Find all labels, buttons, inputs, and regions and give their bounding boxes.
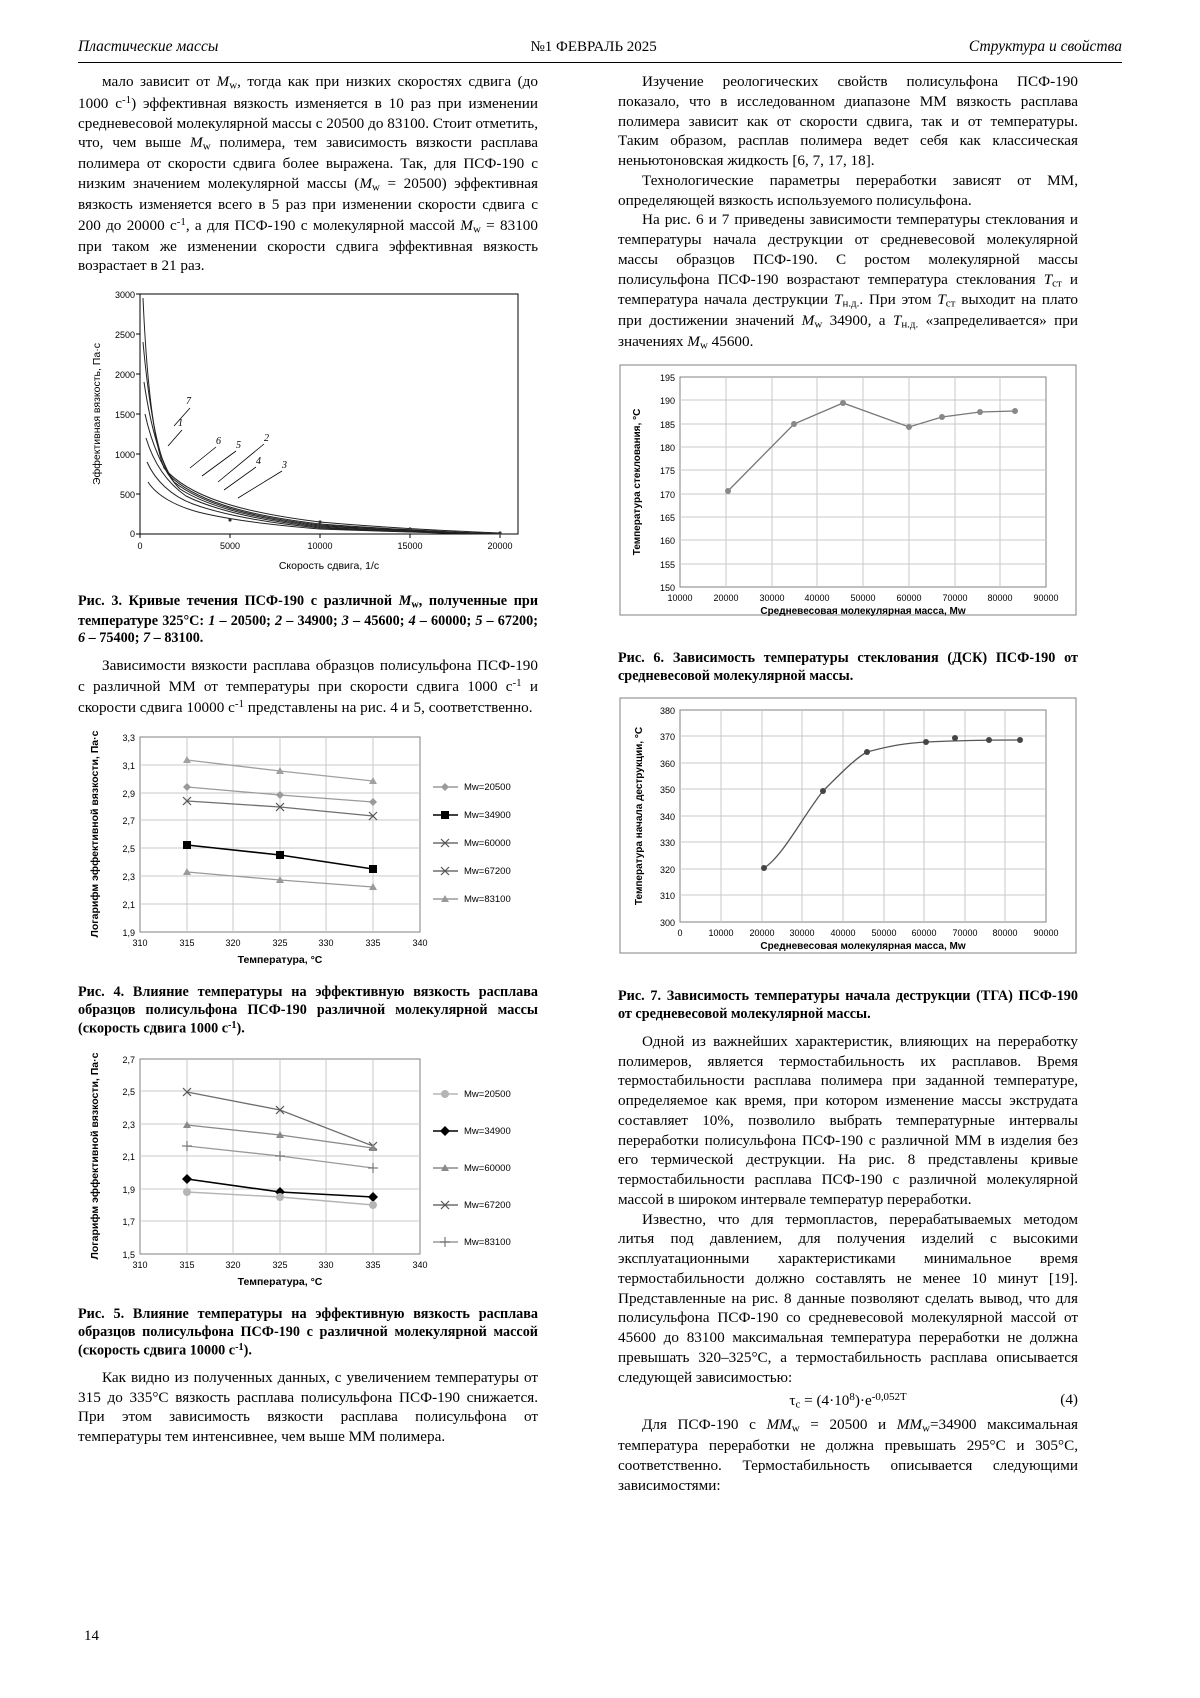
svg-text:Температура стеклования, °C: Температура стеклования, °C <box>632 409 643 556</box>
svg-text:20000: 20000 <box>487 541 513 552</box>
svg-text:Логарифм эффективной вязкости,: Логарифм эффективной вязкости, Па·с <box>89 1052 101 1260</box>
svg-text:315: 315 <box>179 938 195 949</box>
svg-text:2,9: 2,9 <box>122 789 135 800</box>
legend-label: Mw=20500 <box>464 782 511 794</box>
svg-text:160: 160 <box>659 536 675 547</box>
svg-text:1,9: 1,9 <box>122 928 135 939</box>
svg-text:3000: 3000 <box>114 290 135 301</box>
svg-text:Температура, °C: Температура, °C <box>237 954 323 967</box>
svg-text:325: 325 <box>272 1259 288 1270</box>
svg-text:150: 150 <box>659 583 675 594</box>
svg-text:3: 3 <box>282 460 287 472</box>
svg-text:1,7: 1,7 <box>122 1216 135 1227</box>
svg-text:2,5: 2,5 <box>122 1086 135 1097</box>
svg-text:195: 195 <box>659 373 675 384</box>
figure-7-chart <box>618 696 1078 981</box>
svg-text:70000: 70000 <box>952 928 978 939</box>
paragraph-r4: Одной из важнейших характеристик, влияющих на переработку полимеров, является термостабильность их расплавов. Время термостабильности расплава полимера при заданной температуре, определяемое как время, при котором изменение массы экструдата составляет 10%, позволило выбрать температурные интервалы переработки полисульфона ПСФ-190 с различной ММ в изделия без его термической деструкции. На рис. 8 представлены кривые термостабильности расплава ПСФ-190 с различной молекулярной массой в широком интервале температур переработки. <box>618 1032 1078 1208</box>
svg-text:1500: 1500 <box>114 410 135 421</box>
svg-text:320: 320 <box>225 938 241 949</box>
legend-label: Mw=83100 <box>464 1236 511 1248</box>
figure-6-chart <box>618 363 1078 643</box>
svg-text:40000: 40000 <box>804 593 830 604</box>
svg-text:2000: 2000 <box>114 370 135 381</box>
page-number: 14 <box>84 1628 99 1644</box>
equation-4-body: $\tau_с = (4\cdot 10^8)\cdot е^{-0,052T}$ <box>789 1391 907 1412</box>
svg-text:310: 310 <box>132 1259 148 1270</box>
paragraph-l1: мало зависит от $M_w$, тогда как при низких скоростях сдвига (до 1000 $с^{-1}$) эффективная вязкость изменяется в 10 раз при изменении средневесовой молекулярной массы с 20500 до 83100. Стоит отметить, что, чем выше $M_w$ полимера, тем зависимость вязкости расплава полимера от скорости сдвига более выражена. Так, для ПСФ-190 с низким значением молекулярной массы $(M_w = 20500)$ эффективная вязкость изменяется всего в 5 раз при изменении скорости сдвига с 200 до 20000 $с^{-1}$, а для ПСФ-190 с молекулярной массой $M_w = 83100$ при таком же изменении скорости сдвига эффективная вязкость возрастает в 21 раз. <box>78 73 539 275</box>
figure-6 <box>618 363 1078 643</box>
svg-text:70000: 70000 <box>942 593 968 604</box>
svg-text:330: 330 <box>318 1259 334 1270</box>
running-head-center: №1 ФЕВРАЛЬ 2025 <box>530 39 657 55</box>
figure-4-chart <box>78 727 538 977</box>
figure-4-caption: Рис. 4. Влияние температуры на эффективную вязкость расплава образцов полисульфона ПСФ-190 различной молекулярной массы (скорость сдвига 1000 $с^{-1}$). <box>78 984 538 1037</box>
right-column <box>618 72 1078 1495</box>
svg-text:2500: 2500 <box>114 330 135 341</box>
svg-text:180: 180 <box>659 443 675 454</box>
figure-3-caption: Рис. 3. Кривые течения ПСФ-190 с различной $M_w$, полученные при температуре 325°C: 1 – 20500; 2 – 34900; 3 – 45600; 4 – 60000; 5 – 67200; 6 – 75400; 7 – 83100. <box>78 593 538 647</box>
paragraph-l3: Как видно из полученных данных, с увеличением температуры от 315 до 335°C вязкость расплава полисульфона ПСФ-190 снижается. При этом зависимость вязкости расплава полисульфона от температуры тем интенсивнее, чем выше ММ полимера. <box>78 1368 538 1446</box>
svg-text:Среднeвесовая молекулярная мас: Среднeвесовая молекулярная масса, Mw <box>760 941 966 953</box>
svg-text:Температура, °C: Температура, °C <box>237 1275 323 1288</box>
svg-text:335: 335 <box>365 1259 381 1270</box>
figure-5 <box>78 1049 538 1299</box>
svg-text:90000: 90000 <box>1033 593 1059 604</box>
equation-4-number: (4) <box>1060 1391 1078 1409</box>
svg-text:20000: 20000 <box>749 928 775 939</box>
running-head-left: Пластические массы <box>78 38 219 55</box>
svg-text:Логарифм эффективной вязкости,: Логарифм эффективной вязкости, Па·с <box>89 730 101 938</box>
figure-3 <box>78 286 538 586</box>
svg-text:2: 2 <box>264 433 269 445</box>
legend-label: Mw=34900 <box>464 810 511 822</box>
svg-text:320: 320 <box>225 1259 241 1270</box>
figure-6-caption: Рис. 6. Зависимость температуры стеклования (ДСК) ПСФ-190 от средневесовой молекулярной массы. <box>618 650 1078 685</box>
running-head <box>78 38 1122 56</box>
svg-text:190: 190 <box>659 396 675 407</box>
figure-5-caption: Рис. 5. Влияние температуры на эффективную вязкость расплава образцов полисульфона ПСФ-190 с различной молекулярной массой (скорость сдвига 10000 $с^{-1}$). <box>78 1305 538 1359</box>
svg-text:3,3: 3,3 <box>122 733 135 744</box>
svg-text:1: 1 <box>178 418 183 430</box>
paragraph-r6: Для ПСФ-190 с $ММ_w = 20500$ и $ММ_w=34900$ максимальная температура переработки не должна превышать 295°C и 305°C, соответственно. Термостабильность описывается следующими зависимостями: <box>618 1416 1078 1494</box>
legend-label: Mw=34900 <box>464 1125 511 1137</box>
svg-text:Эффективная вязкость, Па·с: Эффективная вязкость, Па·с <box>91 343 103 486</box>
svg-text:5000: 5000 <box>219 541 241 552</box>
figure-7 <box>618 696 1078 981</box>
legend-label: Mw=83100 <box>464 894 511 906</box>
svg-text:2,1: 2,1 <box>122 900 135 911</box>
legend-label: Mw=60000 <box>464 838 511 850</box>
svg-text:50000: 50000 <box>850 593 876 604</box>
svg-text:60000: 60000 <box>911 928 937 939</box>
svg-text:1,5: 1,5 <box>122 1249 135 1260</box>
svg-text:335: 335 <box>365 938 381 949</box>
paragraph-l2: Зависимости вязкости расплава образцов полисульфона ПСФ-190 с различной ММ от температуры при скорости сдвига 1000 $с^{-1}$ и скорости сдвига 10000 $с^{-1}$ представлены на рис. 4 и 5, соответственно. <box>78 657 538 716</box>
legend-label: Mw=67200 <box>464 1199 511 1211</box>
legend-label: Mw=67200 <box>464 866 511 878</box>
svg-text:10000: 10000 <box>307 541 333 552</box>
svg-text:3,1: 3,1 <box>122 761 135 772</box>
svg-text:4: 4 <box>256 456 261 468</box>
svg-text:80000: 80000 <box>992 928 1018 939</box>
svg-text:60000: 60000 <box>896 593 922 604</box>
svg-text:Скорость сдвига, 1/с: Скорость сдвига, 1/с <box>278 560 380 573</box>
figure-5-chart <box>78 1049 538 1299</box>
svg-text:5: 5 <box>236 440 241 452</box>
svg-text:155: 155 <box>659 560 675 571</box>
svg-text:315: 315 <box>179 1259 195 1270</box>
figure-4 <box>78 727 538 977</box>
figure-7-caption: Рис. 7. Зависимость температуры начала деструкции (ТГА) ПСФ-190 от средневесовой молекулярной массы. <box>618 988 1078 1022</box>
legend-label: Mw=60000 <box>464 1162 511 1174</box>
svg-text:330: 330 <box>659 838 675 849</box>
svg-text:340: 340 <box>412 1259 428 1270</box>
svg-text:2,7: 2,7 <box>122 1054 135 1065</box>
svg-text:Температура начала деструкции,: Температура начала деструкции, °C <box>634 727 645 906</box>
svg-text:340: 340 <box>412 938 428 949</box>
svg-text:2,3: 2,3 <box>122 872 135 883</box>
svg-text:15000: 15000 <box>397 541 423 552</box>
equation-4 <box>618 1390 1078 1412</box>
svg-text:6: 6 <box>216 436 221 448</box>
svg-text:30000: 30000 <box>759 593 785 604</box>
svg-text:2,1: 2,1 <box>122 1151 135 1162</box>
svg-text:380: 380 <box>659 706 675 717</box>
svg-text:300: 300 <box>659 918 675 929</box>
svg-text:325: 325 <box>272 938 288 949</box>
paragraph-r1: Изучение реологических свойств полисульфона ПСФ-190 показало, что в исследованном диапазоне ММ вязкость расплава полимера зависит как от скорости сдвига, так и от температуры. Таким образом, расплав полимера ведет себя как классическая неньютоновская жидкость [6, 7, 17, 18]. <box>618 73 1078 169</box>
svg-text:310: 310 <box>659 891 675 902</box>
svg-text:330: 330 <box>318 938 334 949</box>
svg-text:20000: 20000 <box>713 593 739 604</box>
svg-text:175: 175 <box>659 466 675 477</box>
svg-text:Среднeвесовая молекулярная мас: Среднeвесовая молекулярная масса, Mw <box>760 606 966 618</box>
svg-text:0: 0 <box>137 541 143 552</box>
paragraph-r3: На рис. 6 и 7 приведены зависимости температуры стеклования и температуры начала деструкции от среднeвесовой молекулярной массы образцов ПСФ-190. С ростом молекулярной массы полисульфона ПСФ-190 возрастают температура стеклования $T_{ст}$ и температура начала деструкции $T_{н.д.}$. При этом $T_{ст}$ выходит на плато при достижении значений $M_w$ 34900, а $T_{н.д.}$ «запределивается» при значениях $M_w$ 45600. <box>618 211 1078 353</box>
svg-text:370: 370 <box>659 732 675 743</box>
svg-text:50000: 50000 <box>871 928 897 939</box>
svg-text:10000: 10000 <box>708 928 734 939</box>
svg-text:2,7: 2,7 <box>122 816 135 827</box>
svg-text:80000: 80000 <box>987 593 1013 604</box>
svg-text:2,5: 2,5 <box>122 844 135 855</box>
svg-text:185: 185 <box>659 420 675 431</box>
svg-text:1,9: 1,9 <box>122 1184 135 1195</box>
svg-text:350: 350 <box>659 785 675 796</box>
svg-text:170: 170 <box>659 490 675 501</box>
svg-text:360: 360 <box>659 759 675 770</box>
paragraph-r5: Известно, что для термопластов, перерабатываемых методом литья под давлением, для получения изделий с высокими эксплуатационными характеристиками минимальное время термостабильности должно составлять не менее 10 минут [19]. Представленные на рис. 8 данные позволяют сделать вывод, что для полисульфона ПСФ-190 со средневесовой молекулярной массой от 45600 до 83100 максимальная температура переработки не должна превышать 320–325°C, а термостабильность расплава описывается следующей зависимостью: <box>618 1210 1078 1386</box>
left-column <box>78 72 538 1447</box>
svg-text:0: 0 <box>677 928 683 939</box>
svg-text:500: 500 <box>119 490 135 501</box>
svg-text:165: 165 <box>659 513 675 524</box>
running-head-right: Структура и свойства <box>968 38 1122 55</box>
svg-text:7: 7 <box>186 396 191 408</box>
paragraph-r2: Технологические параметры переработки зависят от ММ, определяющей вязкость используемого полисульфона. <box>618 171 1078 209</box>
svg-text:30000: 30000 <box>789 928 815 939</box>
svg-text:10000: 10000 <box>667 593 693 604</box>
svg-text:310: 310 <box>132 938 148 949</box>
svg-text:2,3: 2,3 <box>122 1119 135 1130</box>
svg-text:340: 340 <box>659 812 675 823</box>
svg-text:90000: 90000 <box>1033 928 1059 939</box>
header-rule <box>78 62 1122 63</box>
svg-text:320: 320 <box>659 865 675 876</box>
svg-text:0: 0 <box>129 529 135 540</box>
legend-label: Mw=20500 <box>464 1088 511 1100</box>
figure-3-chart <box>78 286 538 586</box>
svg-text:1000: 1000 <box>114 450 135 461</box>
svg-text:40000: 40000 <box>830 928 856 939</box>
